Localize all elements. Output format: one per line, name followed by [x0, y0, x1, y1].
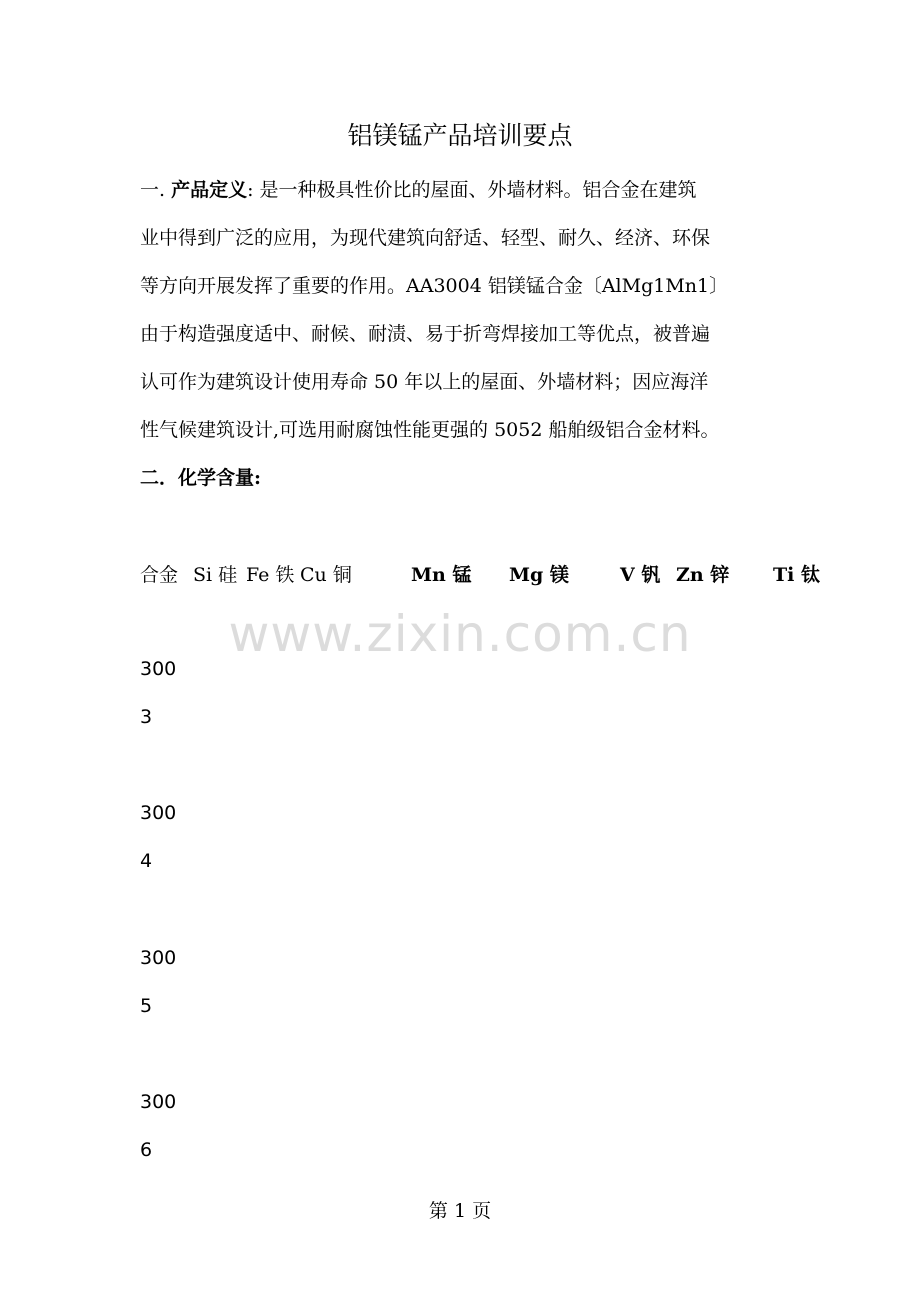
- section-label: 产品定义: [171, 179, 248, 201]
- definition-text-1: : 是一种极具性价比的屋面、外墙材料。铝合金在建筑: [247, 179, 697, 201]
- alloy-code-bottom: 4: [140, 850, 153, 872]
- section-product-definition: [140, 166, 790, 454]
- col-header-si: Si 硅: [193, 564, 238, 586]
- section-chemical-content-heading: 二．化学含量:: [140, 467, 262, 489]
- definition-line-1: [140, 166, 790, 214]
- definition-line-5: 认可作为建筑设计使用寿命 50 年以上的屋面、外墙材料；因应海洋: [140, 371, 709, 393]
- section-number: 一.: [140, 179, 166, 201]
- alloy-code-bottom: 3: [140, 706, 153, 728]
- composition-table-header: [0, 555, 920, 595]
- col-header-mn: Mn 锰: [411, 564, 472, 586]
- col-header-ti: Ti 钛: [773, 564, 820, 586]
- definition-line-4: 由于构造强度适中、耐候、耐渍、易于折弯焊接加工等优点，被普遍: [140, 323, 711, 345]
- col-header-alloy: 合金: [140, 564, 179, 586]
- table-row-alloy-3006: [140, 1078, 176, 1174]
- page-number-footer: 第 1 页: [428, 1200, 492, 1222]
- alloy-code-top: 300: [140, 1091, 177, 1113]
- watermark: www.zixin.com.cn: [228, 605, 692, 663]
- col-header-zn: Zn 锌: [676, 564, 730, 586]
- alloy-code-top: 300: [140, 802, 177, 824]
- definition-line-3: 等方向开展发挥了重要的作用。AA3004 铝镁锰合金〔AlMg1Mn1〕: [140, 275, 729, 297]
- alloy-code-top: 300: [140, 947, 177, 969]
- col-header-mg: Mg 镁: [509, 564, 569, 586]
- definition-line-2: 业中得到广泛的应用，为现代建筑向舒适、轻型、耐久、经济、环保: [140, 227, 711, 249]
- col-header-v: V 钒: [620, 564, 661, 586]
- table-row-alloy-3005: [140, 934, 176, 1030]
- col-header-fe: Fe 铁: [246, 564, 295, 586]
- col-header-cu: Cu 铜: [300, 564, 352, 586]
- table-row-alloy-3004: [140, 789, 176, 885]
- table-row-alloy-3003: [140, 645, 176, 741]
- alloy-code-top: 300: [140, 658, 177, 680]
- alloy-code-bottom: 6: [140, 1139, 153, 1161]
- definition-line-6: 性气候建筑设计,可选用耐腐蚀性能更强的 5052 船舶级铝合金材料。: [140, 419, 720, 441]
- document-title: 铝镁锰产品培训要点: [347, 121, 573, 150]
- alloy-code-bottom: 5: [140, 995, 153, 1017]
